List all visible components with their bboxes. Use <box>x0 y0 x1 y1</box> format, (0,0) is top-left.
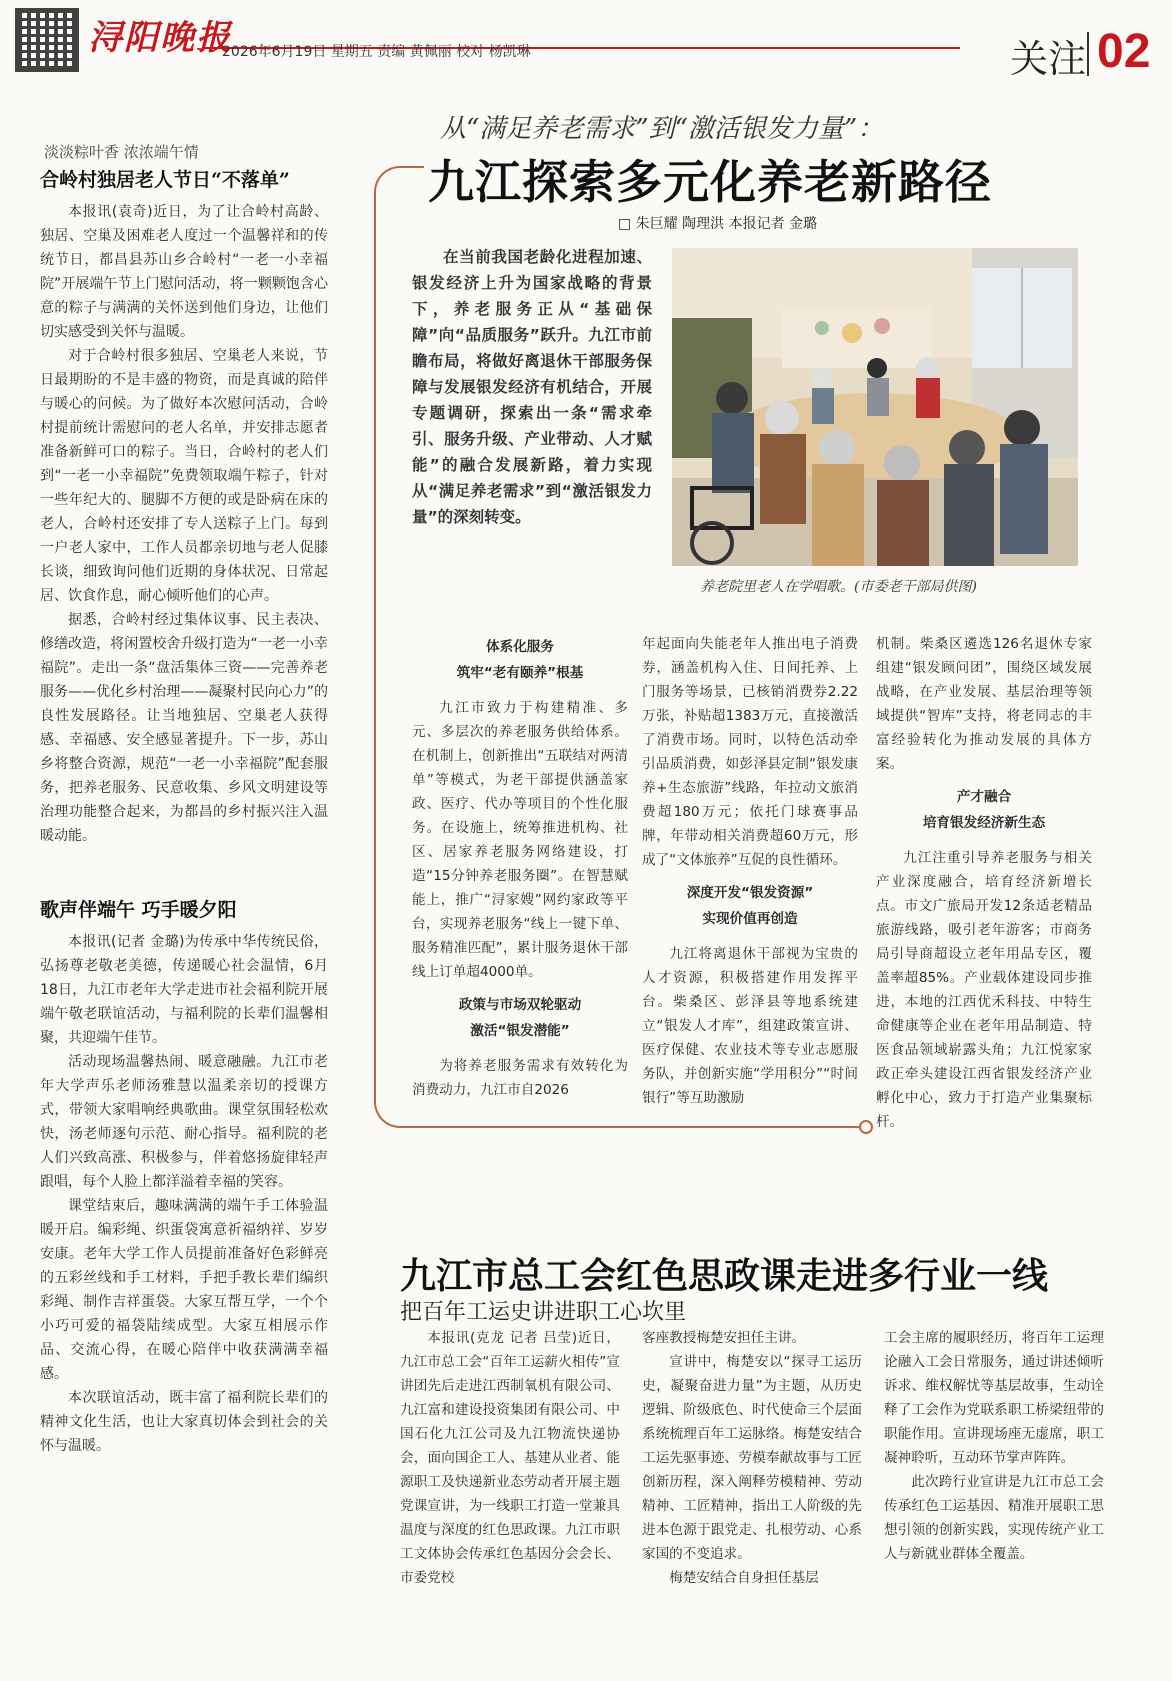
subhead: 体系化服务 筑牢“老有颐养”根基 <box>456 639 584 681</box>
qr-code-icon <box>15 8 79 72</box>
story1-body <box>40 200 328 848</box>
story1-kicker: 淡淡粽叶香 浓浓端午情 <box>44 143 199 161</box>
paragraph: 本报讯(克龙 记者 吕莹)近日，九江市总工会“百年工运薪火相传”宣讲团先后走进江西制氧机有限公司、九江富和建设投资集团有限公司、中国石化九江公司及九江物流快递协会，面向国企工人、基建从业者、能源职工及快递新业态劳动者开展主题党课宣讲，为一线职工打造一堂兼具温度与深度的红色思政课。九江市职工文体协会传承红色基因分会会长、市委党校 <box>400 1330 620 1586</box>
paragraph: 据悉，合岭村经过集体议事、民主表决、修缮改造，将闲置校舍升级打造为“一老一小幸福院”。走出一条“盘活集体三资——完善养老服务——优化乡村治理——凝聚村民向心力”的良性发展路径。让当地独居、空巢老人获得感、幸福感、安全感显著提升。下一步，苏山乡将整合资源，规范“一老一小幸福院”配套服务，把养老服务、民意收集、乡风文明建设等治理功能整合起来，为都昌的乡村振兴注入温暖动能。 <box>40 612 328 844</box>
paragraph: 工会主席的履职经历，将百年工运理论融入工会日常服务，通过讲述倾听诉求、维权解忧等基层故事，生动诠释了工会作为党联系职工桥梁纽带的职能作用。宣讲现场座无虚席，职工凝神聆听，互动环节掌声阵阵。 <box>884 1330 1104 1466</box>
story2-body <box>40 930 328 1458</box>
story1-title: 合岭村独居老人节日“不落单” <box>40 169 290 191</box>
main-column-1 <box>412 626 628 1102</box>
paragraph: 年起面向失能老年人推出电子消费券，涵盖机构入住、日间托养、上门服务等场景，已核销消费券2.22万张，补贴超1383万元，直接激活了消费市场。同时，以特色活动牵引品质消费，如彭泽县定制“银发康养+生态旅游”线路，年拉动文旅消费超180万元；依托门球赛事品牌，年带动相关消费超60万元，形成了“文体旅养”互促的良性循环。 <box>642 636 858 868</box>
paragraph: 本报讯(袁奇)近日，为了让合岭村高龄、独居、空巢及困难老人度过一个温馨祥和的传统节日，都昌县苏山乡合岭村“一老一小幸福院”开展端午节上门慰问活动，将一颗颗饱含心意的粽子与满满的关怀送到他们身边，让他们切实感受到关怀与温暖。 <box>40 204 328 340</box>
story-frame-tail <box>424 1126 860 1128</box>
dateline: 2026年6月19日 星期五 责编 黄佩丽 校对 杨凯琳 <box>222 44 531 60</box>
paragraph: 梅楚安结合自身担任基层 <box>669 1570 819 1586</box>
paragraph: 对于合岭村很多独居、空巢老人来说，节日最期盼的不是丰盛的物资，而是真诚的陪伴与暖心的问候。为了做好本次慰问活动，合岭村提前统计需慰问的老人名单，并安排志愿者准备新鲜可口的粽子。当日，合岭村的老人们到“一老一小幸福院”免费领取端午粽子，针对一些年纪大的、腿脚不方便的或是卧病在床的老人，合岭村还安排了专人送粽子上门。每到一户老人家中，工作人员都亲切地与老人促膝长谈，细致询问他们近期的身体状况、日常起居、饮食作息，耐心倾听他们的心声。 <box>40 348 328 604</box>
elderly-singing-photo <box>672 248 1078 566</box>
header-divider <box>1087 32 1089 76</box>
story-frame-dot <box>859 1120 873 1134</box>
photo-caption: 养老院里老人在学唱歌。(市委老干部局供图) <box>700 579 977 595</box>
paragraph: 九江注重引导养老服务与相关产业深度融合，培育经济新增长点。市文广旅局开发12条适老精品旅游线路，吸引老年游客；市商务局引导商超设立老年用品专区，覆盖率超85%。产业载体建设同步推进，本地的江西优禾科技、中特生命健康等企业在老年用品制造、特医食品领域崭露头角；九江悦家家政正牵头建设江西省银发经济产业孵化中心，致力于打造产业集聚标杆。 <box>876 850 1092 1130</box>
page-number: 02 <box>1097 25 1151 78</box>
second-column-3 <box>884 1326 1104 1566</box>
subhead: 深度开发“银发资源” 实现价值再创造 <box>686 885 814 927</box>
left-column <box>40 140 328 1458</box>
subhead: 政策与市场双轮驱动 激活“银发潜能” <box>458 997 582 1039</box>
main-headline: 九江探索多元化养老新路径 <box>428 155 992 209</box>
paragraph: 活动现场温馨热闹、暖意融融。九江市老年大学声乐老师汤雅慧以温柔亲切的授课方式，带领大家唱响经典歌曲。课堂氛围轻松欢快，汤老师逐句示范、耐心指导。福利院的老人们兴致高涨、积极参与，伴着悠扬旋律轻声跟唱，每个人脸上都洋溢着幸福的笑容。 <box>40 1054 328 1190</box>
paragraph: 宣讲中，梅楚安以“探寻工运历史，凝聚奋进力量”为主题，从历史逻辑、阶级底色、时代使命三个层面系统梳理百年工运脉络。梅楚安结合工运先驱事迹、劳模奉献故事与工匠创新历程，深入阐释劳模精神、劳动精神、工匠精神，指出工人阶级的先进本色源于跟党走、扎根劳动、心系家国的不变追求。 <box>642 1354 862 1562</box>
paragraph: 此次跨行业宣讲是九江市总工会传承红色工运基因、精准开展职工思想引领的创新实践，实现传统产业工人与新就业群体全覆盖。 <box>884 1474 1104 1562</box>
main-byline: □ 朱巨耀 陶理洪 本报记者 金璐 <box>618 216 818 232</box>
section-name: 关注 <box>1010 37 1087 81</box>
main-column-3 <box>876 632 1092 1134</box>
paragraph: 为将养老服务需求有效转化为消费动力，九江市自2026 <box>412 1058 628 1098</box>
paragraph: 课堂结束后，趣味满满的端午手工体验温暖开启。编彩绳、织蛋袋寓意祈福纳祥、岁岁安康。老年大学工作人员提前准备好色彩鲜亮的五彩丝线和手工材料，手把手教长辈们编织彩绳、制作吉祥蛋袋。大家互帮互学，一个个小巧可爱的福袋陆续成型。大家互相展示作品、交流心得，在暖心陪伴中收获满满幸福感。 <box>40 1198 328 1382</box>
paragraph: 本报讯(记者 金璐)为传承中华传统民俗，弘扬尊老敬老美德，传递暖心社会温情，6月18日，九江市老年大学走进市社会福利院开展端午敬老联谊活动，与福利院的长辈们温馨相聚，共迎端午佳节。 <box>40 934 328 1046</box>
paragraph: 九江市致力于构建精准、多元、多层次的养老服务供给体系。在机制上，创新推出“五联结对两清单”等模式，为老干部提供涵盖家政、医疗、代办等项目的个性化服务。在设施上，统筹推进机构、社区、居家养老服务网络建设，打造“15分钟养老服务圈”。在智慧赋能上，推广“浔家嫂”网约家政等平台，实现养老服务“线上一键下单、服务精准匹配”，累计服务退休干部线上订单超4000单。 <box>412 700 628 980</box>
second-headline: 九江市总工会红色思政课走进多行业一线 <box>400 1255 1049 1297</box>
second-subtitle: 把百年工运史讲进职工心坎里 <box>400 1300 687 1325</box>
intro-paragraph: 在当前我国老龄化进程加速、银发经济上升为国家战略的背景下，养老服务正从“基础保障”向“品质服务”跃升。九江市前瞻布局，将做好离退休干部服务保障与发展银发经济有机结合，开展专题调研，探索出一条“需求牵引、服务升级、产业带动、人才赋能”的融合发展新路，着力实现从“满足养老需求”到“激活银发力量”的深刻转变。 <box>412 248 652 526</box>
paragraph: 本次联谊活动，既丰富了福利院长辈们的精神文化生活，也让大家真切体会到社会的关怀与温暖。 <box>40 1390 328 1454</box>
paragraph: 客座教授梅楚安担任主讲。 <box>642 1330 806 1346</box>
story2-title: 歌声伴端午 巧手暖夕阳 <box>40 899 237 921</box>
main-column-2 <box>642 632 858 1110</box>
subhead: 产才融合 培育银发经济新生态 <box>922 789 1046 831</box>
news-photo <box>672 248 1078 566</box>
paragraph: 机制。柴桑区遴选126名退休专家组建“银发顾问团”，围绕区域发展战略，在产业发展、基层治理等领域提供“智库”支持，将老同志的丰富经验转化为推动发展的具体方案。 <box>876 636 1092 772</box>
main-supertitle: 从“满足养老需求”到“激活银发力量”： <box>440 114 884 144</box>
paragraph: 九江将离退休干部视为宝贵的人才资源，积极搭建作用发挥平台。柴桑区、彭泽县等地系统建立“银发人才库”，组建政策宣讲、医疗保健、农业技术等专业志愿服务队，并创新实施“学用积分”“时间银行”等互助激励 <box>642 946 858 1106</box>
second-column-2 <box>642 1326 862 1590</box>
main-intro <box>412 244 652 530</box>
masthead-logo: 浔阳晚报 <box>88 18 232 58</box>
second-column-1 <box>400 1326 620 1590</box>
